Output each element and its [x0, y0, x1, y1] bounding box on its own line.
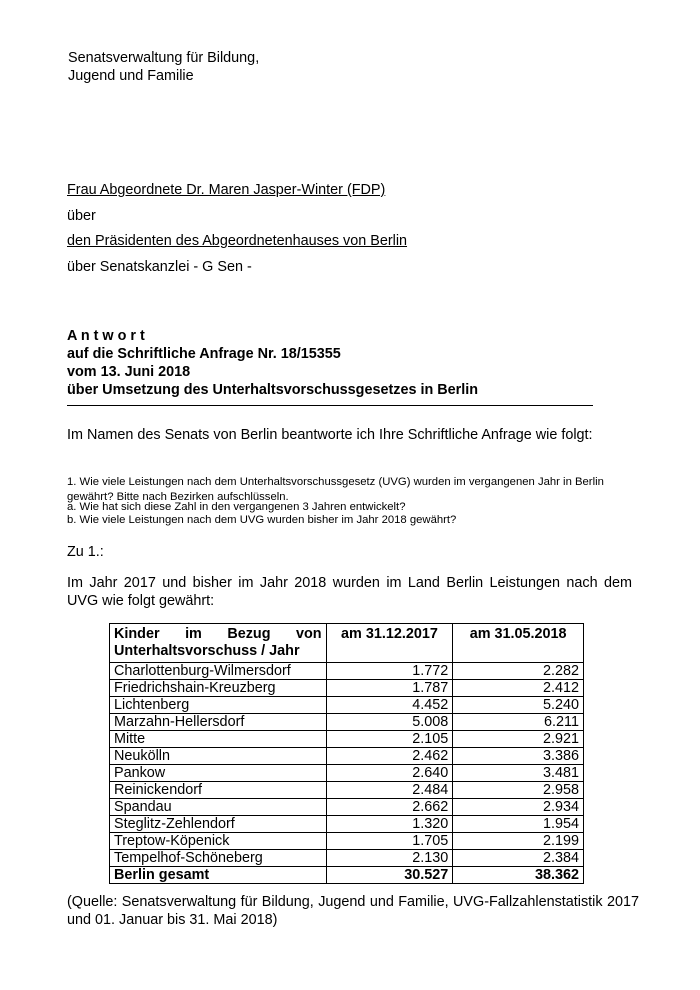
cell-2017: 5.008	[326, 714, 453, 731]
question-1a: a. Wie hat sich diese Zahl in den vergangenen 3 Jahren entwickelt?	[67, 501, 406, 513]
cell-2017: 2.105	[326, 731, 453, 748]
recipient-line: Frau Abgeordnete Dr. Maren Jasper-Winter (FDP)	[67, 182, 386, 198]
cell-2017: 2.662	[326, 799, 453, 816]
cell-2017: 2.462	[326, 748, 453, 765]
answer-label: Zu 1.:	[67, 544, 104, 560]
cell-district: Charlottenburg-Wilmersdorf	[110, 663, 327, 680]
cell-2018: 38.362	[453, 867, 584, 884]
cell-2017: 1.320	[326, 816, 453, 833]
header-district: Kinder im Bezug von Unterhaltsvorschuss / Jahr	[110, 624, 327, 663]
cell-2018: 2.958	[453, 782, 584, 799]
cell-2018: 2.384	[453, 850, 584, 867]
intro-text: Im Namen des Senats von Berlin beantworte ich Ihre Schriftliche Anfrage wie folgt:	[67, 427, 593, 443]
answer-line-1: auf die Schriftliche Anfrage Nr. 18/15355	[67, 346, 341, 362]
cell-2018: 6.211	[453, 714, 584, 731]
source-note: (Quelle: Senatsverwaltung für Bildung, Jugend und Familie, UVG-Fallzahlenstatistik 2017 und 01. Januar bis 31. Mai 2018)	[67, 894, 639, 928]
cell-district: Reinickendorf	[110, 782, 327, 799]
cell-2017: 2.130	[326, 850, 453, 867]
answer-line-3: über Umsetzung des Unterhaltsvorschussgesetzes in Berlin	[67, 382, 479, 398]
cell-2017: 4.452	[326, 697, 453, 714]
sender-line-1: Senatsverwaltung für Bildung,	[68, 50, 260, 66]
cell-2018: 2.934	[453, 799, 584, 816]
cell-2017: 1.772	[326, 663, 453, 680]
table-header-row	[110, 624, 584, 663]
cell-district: Berlin gesamt	[110, 867, 327, 884]
cell-district: Marzahn-Hellersdorf	[110, 714, 327, 731]
cell-district: Mitte	[110, 731, 327, 748]
table-row	[110, 799, 584, 816]
table-row	[110, 850, 584, 867]
header-2017: am 31.12.2017	[326, 624, 453, 663]
cell-2018: 5.240	[453, 697, 584, 714]
cell-2018: 3.386	[453, 748, 584, 765]
answer-line-2: vom 13. Juni 2018	[67, 364, 191, 380]
sender-block	[68, 49, 468, 85]
table-row	[110, 663, 584, 680]
uvg-table	[109, 623, 584, 884]
table-row	[110, 731, 584, 748]
cell-2018: 2.412	[453, 680, 584, 697]
cell-2018: 3.481	[453, 765, 584, 782]
table-row	[110, 833, 584, 850]
cell-2018: 2.199	[453, 833, 584, 850]
via-line-2: über Senatskanzlei - G Sen -	[67, 259, 252, 275]
table-row	[110, 782, 584, 799]
cell-2017: 30.527	[326, 867, 453, 884]
via-line-1: über	[67, 208, 96, 224]
question-1b: b. Wie viele Leistungen nach dem UVG wurden bisher im Jahr 2018 gewährt?	[67, 514, 457, 526]
cell-district: Steglitz-Zehlendorf	[110, 816, 327, 833]
cell-district: Tempelhof-Schöneberg	[110, 850, 327, 867]
cell-2017: 2.484	[326, 782, 453, 799]
cell-2017: 1.787	[326, 680, 453, 697]
statement-text: Im Jahr 2017 und bisher im Jahr 2018 wurden im Land Berlin Leistungen nach dem UVG wie folgt gewährt:	[67, 575, 632, 609]
question-1: 1. Wie viele Leistungen nach dem Unterhaltsvorschussgesetz (UVG) wurden im vergangenen Jahr in Berlin gewährt? Bitte nach Bezirken aufschlüsseln.	[67, 476, 604, 503]
cell-district: Spandau	[110, 799, 327, 816]
answer-title: A n t w o r t	[67, 328, 145, 344]
table-row	[110, 816, 584, 833]
cell-2018: 2.282	[453, 663, 584, 680]
cell-2018: 1.954	[453, 816, 584, 833]
table-row	[110, 714, 584, 731]
answer-heading	[67, 327, 627, 399]
cell-2017: 2.640	[326, 765, 453, 782]
table-row	[110, 697, 584, 714]
cell-2018: 2.921	[453, 731, 584, 748]
cell-district: Neukölln	[110, 748, 327, 765]
cell-district: Treptow-Köpenick	[110, 833, 327, 850]
header-2018: am 31.05.2018	[453, 624, 584, 663]
cell-2017: 1.705	[326, 833, 453, 850]
table-row	[110, 765, 584, 782]
cell-district: Pankow	[110, 765, 327, 782]
table-row	[110, 748, 584, 765]
sender-line-2: Jugend und Familie	[68, 68, 194, 84]
president-line: den Präsidenten des Abgeordnetenhauses von Berlin	[67, 233, 408, 249]
cell-district: Lichtenberg	[110, 697, 327, 714]
table-row	[110, 680, 584, 697]
cell-district: Friedrichshain-Kreuzberg	[110, 680, 327, 697]
table-total-row	[110, 867, 584, 884]
heading-divider	[67, 405, 593, 406]
